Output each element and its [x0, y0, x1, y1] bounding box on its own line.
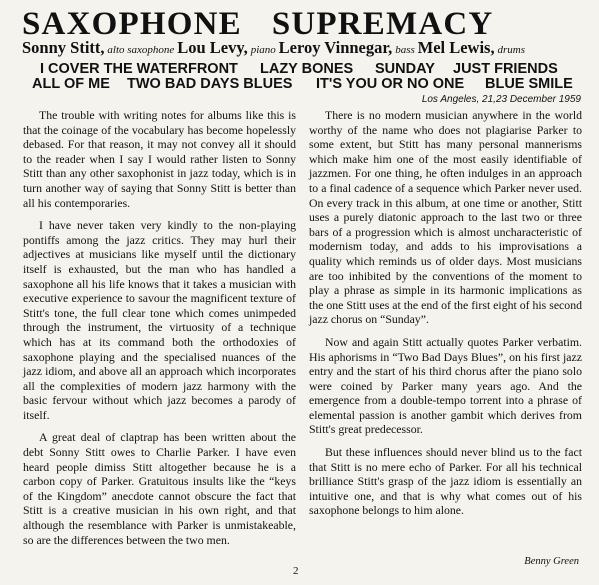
personnel-line: [22, 40, 592, 58]
musician-instrument: alto saxophone: [107, 44, 175, 56]
recording-info: Los Angeles, 21,23 December 1959: [421, 94, 581, 105]
title-word-1: SAXOPHONE: [22, 6, 242, 42]
musician-name: Mel Lewis,: [417, 38, 495, 57]
author-signature: Benny Green: [524, 556, 579, 567]
track-row: [32, 77, 592, 92]
track-title: LAZY BONES: [260, 61, 354, 77]
left-column: [23, 108, 296, 547]
musician-name: Leroy Vinnegar,: [278, 38, 393, 57]
musician-instrument: drums: [497, 44, 525, 56]
paragraph: I have never taken very kindly to the non-playing pontiffs among the jazz critics. They may hurl their adjectives at musicians like myself until the dictionary itself is exhausted, but the man who has handled a saxophone all his life knows that it takes a musician with executive experience to savour the magnificent texture of Stitt's tone, the full clear tone which comes unimpeded through the instrument, the virtuosity of a technique which has at its command both the orthodoxies of saxophone playing and the specialised nuances of the jazz idiom, and above all an approach which incorporates all the complexities of modern jazz harmony with the basic fervour without which jazz becomes a parody of itself.: [23, 218, 296, 422]
album-title: [22, 6, 582, 42]
track-title: JUST FRIENDS: [453, 61, 558, 77]
musician-name: Sonny Stitt,: [22, 38, 105, 57]
track-title: SUNDAY: [375, 61, 435, 77]
title-word-2: SUPREMACY: [271, 6, 494, 42]
paragraph: There is no modern musician anywhere in the world worthy of the name who does not plagiarise Parker to some extent, but Stitt has many personal mannerisms which make him one of the most easily identifiable of jazzmen. For one thing, he often indulges in an approach to a final cadence of a sequence which Parker never used. On every track in this album, at one time or another, Stitt uses a purely diatonic approach to the last two or three bars of a progression which is almost uncharacteristic of modernism today, and adds to his improvisations a quality which reminds us of older days. Most musicians are too inhibited by the conventions of the moment to play a phrase as simple in its harmonic implications as the one Stitt uses at the end of the first eight of his second jazz chorus on “Sunday”.: [309, 108, 582, 327]
right-column: [309, 108, 582, 518]
track-title: I COVER THE WATERFRONT: [40, 61, 238, 77]
track-list: [32, 62, 592, 92]
track-title: BLUE SMILE: [485, 76, 573, 92]
page-number: 2: [293, 565, 299, 577]
track-title: ALL OF ME: [32, 76, 110, 92]
paragraph: The trouble with writing notes for albums like this is that the coinage of the vocabulary has become hopelessly debased. For that reason, it may not convey all it should to the reader when I say I would rather listen to Sonny Stitt than any other saxophonist in jazz today, which is in turn another way of saying that Sonny Stitt is better than all his contemporaries.: [23, 108, 296, 210]
musician-name: Lou Levy,: [177, 38, 248, 57]
musician-instrument: piano: [250, 44, 276, 56]
paragraph: A great deal of claptrap has been written about the debt Sonny Stitt owes to Charlie Parker. I have even heard people dimiss Stitt altogether because he is a carbon copy of Parker. Gratuitous insults like the “keys of the Kingdom” anecdote cannot obscure the fact that Stitt is a creative musician in his own right, and that although the resemblance with Parker is unmistakeable, so are the differences between the two men.: [23, 430, 296, 547]
track-row: [32, 62, 592, 77]
track-title: IT'S YOU OR NO ONE: [316, 76, 465, 92]
paragraph: Now and again Stitt actually quotes Parker verbatim. His aphorisms in “Two Bad Days Blues”, on his first jazz entry and the start of his third chorus after the piano solo were coined by Parker many years ago. And the emergence from a double-tempo torrent into a phrase of elemental passion is another gambit which derives from Stitt's great predecessor.: [309, 334, 582, 437]
track-title: TWO BAD DAYS BLUES: [127, 76, 293, 92]
paragraph: But these influences should never blind us to the fact that Stitt is no mere echo of Parker. For all his technical brilliance Stitt's grasp of the jazz idiom is essentially an intuitive one, and that is why what comes out of his saxophone belongs to him alone.: [309, 445, 582, 518]
musician-instrument: bass: [395, 44, 415, 56]
